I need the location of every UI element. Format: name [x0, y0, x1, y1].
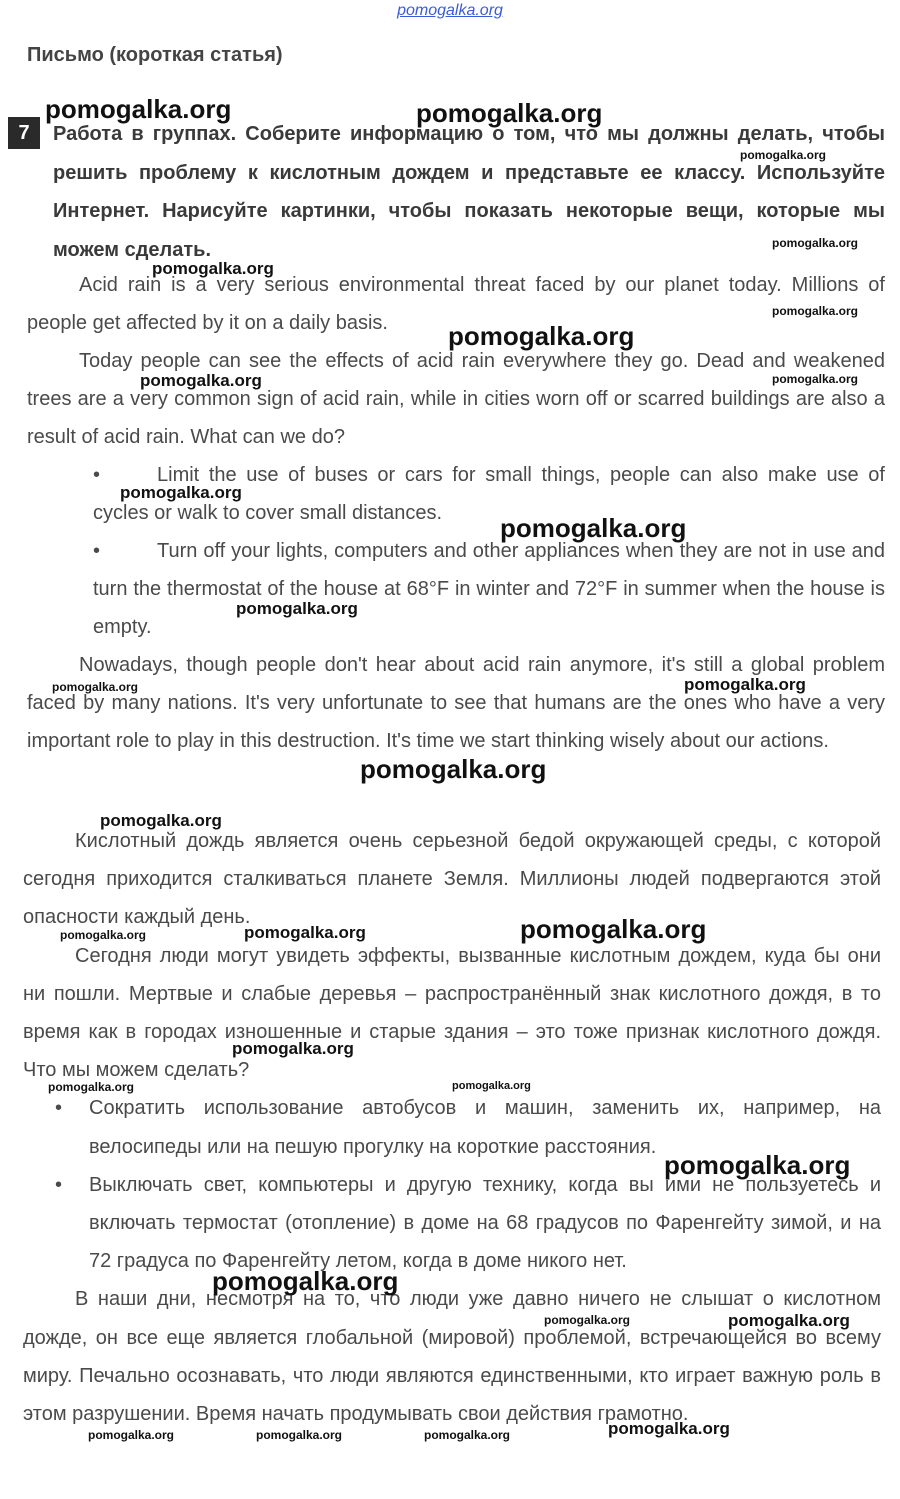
watermark: pomogalka.org — [100, 811, 222, 830]
watermark: pomogalka.org — [48, 1080, 135, 1094]
watermark: pomogalka.org — [740, 148, 827, 162]
watermark: pomogalka.org — [728, 1311, 850, 1330]
watermark: pomogalka.org — [232, 1039, 354, 1058]
task-number-badge: 7 — [8, 117, 40, 149]
bullet-icon: • — [93, 540, 101, 562]
watermark: pomogalka.org — [452, 1080, 531, 1092]
english-bullet-item — [27, 532, 885, 646]
section-title: Письмо (короткая статья) — [27, 44, 283, 66]
watermark: pomogalka.org — [60, 928, 147, 942]
russian-text — [23, 822, 881, 1433]
watermark: pomogalka.org — [424, 1428, 511, 1442]
watermark: pomogalka.org — [416, 98, 603, 128]
watermark: pomogalka.org — [664, 1150, 851, 1180]
watermark: pomogalka.org — [212, 1266, 399, 1296]
watermark: pomogalka.org — [45, 94, 232, 124]
watermark: pomogalka.org — [244, 923, 366, 942]
watermark: pomogalka.org — [236, 599, 358, 618]
watermark: pomogalka.org — [360, 754, 547, 784]
site-link[interactable]: pomogalka.org — [397, 2, 503, 19]
russian-paragraph-2: Сегодня люди могут увидеть эффекты, вызванные кислотным дождем, куда бы они ни пошли. Мертвые и слабые деревья – распространённый знак кислотного дождя, в то время как в городах изношенные и старые здания – это тоже признак кислотного дождя. Что мы можем сделать? — [23, 944, 881, 1082]
bullet-icon: • — [93, 464, 101, 486]
watermark: pomogalka.org — [772, 304, 859, 318]
russian-bullet-item — [23, 1166, 881, 1281]
bullet-icon: • — [55, 1097, 63, 1120]
watermark: pomogalka.org — [772, 372, 859, 386]
watermark: pomogalka.org — [52, 680, 139, 694]
watermark: pomogalka.org — [500, 513, 687, 543]
russian-bullet-text: Выключать свет, компьютеры и другую технику, когда вы ими не пользуетесь и включать термостат (отопление) в доме на 68 градусов по Фаренгейту зимой, и на 72 градуса по Фаренгейту летом, когда в доме никого нет. — [89, 1173, 881, 1273]
watermark: pomogalka.org — [772, 236, 859, 250]
watermark: pomogalka.org — [684, 675, 806, 694]
bullet-icon: • — [55, 1173, 63, 1196]
watermark: pomogalka.org — [256, 1428, 343, 1442]
watermark: pomogalka.org — [448, 321, 635, 351]
english-paragraph-2: Today people can see the effects of acid rain everywhere they go. Dead and weakened trees are a very common sign of acid rain, while in cities worn off or scarred buildings are also a result of acid rain. What can we do? — [27, 350, 885, 448]
russian-paragraph-3: В наши дни, несмотря на то, что люди уже давно ничего не слышат о кислотном дожде, он все еще является глобальной (мировой) проблемой, встречающейся во всему миру. Печально осознавать, что люди являются единственными, кто играет важную роль в этом разрушении. Время начать продумывать свои действия грамотно. — [23, 1288, 881, 1426]
task-instruction: Работа в группах. Соберите информацию о том, что мы должны делать, чтобы решить проблему к кислотным дождем и представьте ее классу. Используйте Интернет. Нарисуйте картинки, чтобы показать некоторые вещи, которые мы можем сделать. — [53, 123, 885, 261]
english-paragraph-1: Acid rain is a very serious environmental threat faced by our planet today. Millions of people get affected by it on a daily basis. — [27, 274, 885, 334]
russian-bullet-text: Сократить использование автобусов и машин, заменить их, например, на велосипеды или на пешую прогулку на короткие расстояния. — [89, 1097, 881, 1158]
watermark: pomogalka.org — [520, 914, 707, 944]
russian-paragraph-1: Кислотный дождь является очень серьезной бедой окружающей среды, с которой сегодня приходится сталкиваться планете Земля. Миллионы людей подвергаются этой опасности каждый день. — [23, 830, 881, 929]
russian-bullet-list — [23, 1089, 881, 1280]
watermark: pomogalka.org — [140, 371, 262, 390]
watermark: pomogalka.org — [544, 1313, 631, 1327]
watermark: pomogalka.org — [152, 259, 274, 278]
watermark: pomogalka.org — [608, 1419, 730, 1438]
watermark: pomogalka.org — [120, 483, 242, 502]
english-bullet-text: Turn off your lights, computers and other appliances when they are not in use and turn the thermostat of the house at 68°F in winter and 72°F in summer when the house is empty. — [93, 540, 885, 638]
english-bullet-text: Limit the use of buses or cars for small things, people can also make use of cycles or walk to cover small distances. — [93, 464, 885, 524]
watermark: pomogalka.org — [88, 1428, 175, 1442]
english-paragraph-3: Nowadays, though people don't hear about acid rain anymore, it's still a global problem faced by many nations. It's very unfortunate to see that humans are the ones who have a very important role to play in this destruction. It's time we start thinking wisely about our actions. — [27, 654, 885, 752]
